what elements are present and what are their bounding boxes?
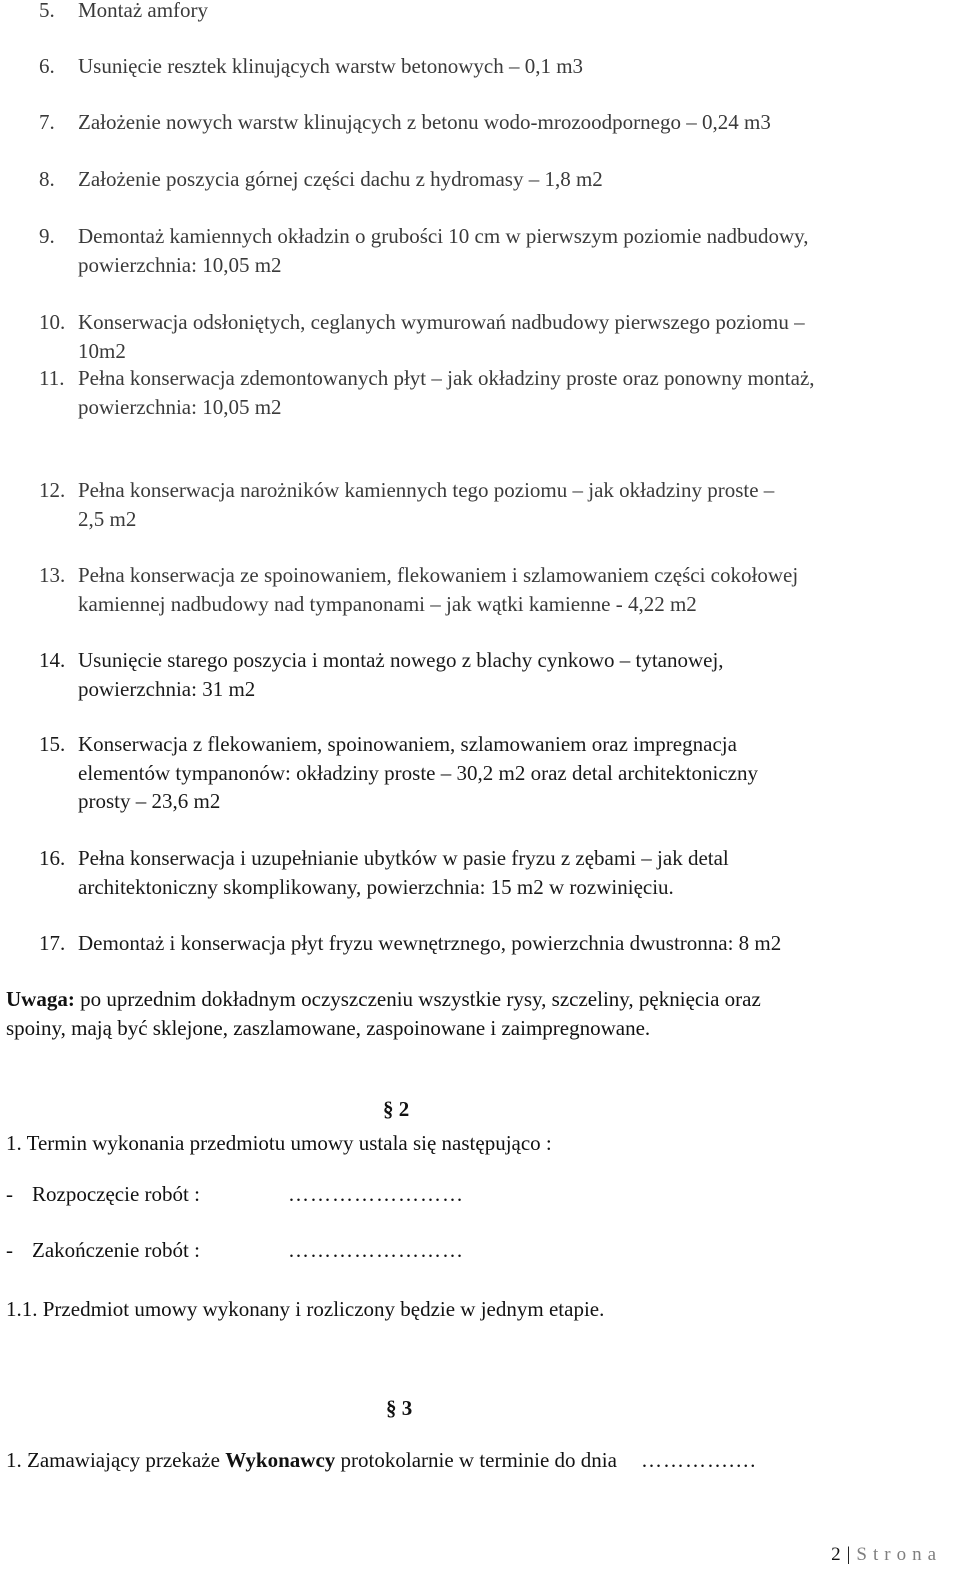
start-dash: - [6,1182,13,1206]
list-item-line: powierzchnia: 10,05 m2 [78,252,282,277]
note-paragraph [6,985,946,1042]
footer-separator: | [846,1544,851,1565]
list-item-line: Pełna konserwacja ze spoinowaniem, flekowaniem i szlamowaniem części cokołowej [78,563,799,587]
page-number: 2 [831,1544,841,1565]
handover-line [6,1446,757,1474]
list-item-line: architektoniczny skomplikowany, powierzchnia: 15 m2 w rozwinięciu. [78,874,674,899]
list-item-number: 10. [39,310,66,334]
list-item-line: Demontaż kamiennych okładzin o grubości 10 cm w pierwszym poziomie nadbudowy, [78,224,809,248]
list-item-line: kamiennej nadbudowy nad tympanonami – jak wątki kamienne - 4,22 m2 [78,591,697,616]
handover-contractor: Wykonawcy [225,1448,336,1472]
note-line-1 [6,985,946,1014]
list-item-text [78,561,938,618]
list-item-text [78,844,938,901]
list-item-number: 11. [39,366,65,390]
list-item-line: Usunięcie starego poszycia i montaż nowego z blachy cynkowo – tytanowej, [78,648,724,672]
list-item-line: Usunięcie resztek klinujących warstw betonowych – 0,1 m3 [78,54,584,78]
list-item-line: Założenie poszycia górnej części dachu z hydromasy – 1,8 m2 [78,167,603,191]
handover-text-before: 1. Zamawiający przekaże [6,1448,226,1472]
start-date-blank: …………………… [288,1182,464,1206]
list-item-number: 6. [39,54,55,78]
list-item-line: powierzchnia: 31 m2 [78,676,256,701]
list-item-text [78,308,938,365]
list-item-number: 12. [39,478,66,502]
list-item-number: 17. [39,931,66,955]
note-label: Uwaga: [6,987,75,1011]
list-item-line: Pełna konserwacja i uzupełnianie ubytków w pasie fryzu z zębami – jak detal [78,846,729,870]
list-item-number: 14. [39,648,66,672]
list-item-line: 2,5 m2 [78,506,137,531]
list-item-line: Demontaż i konserwacja płyt fryzu wewnętrznego, powierzchnia dwustronna: 8 m2 [78,931,782,955]
list-item-line: Montaż amfory [78,0,209,22]
list-item-line: powierzchnia: 10,05 m2 [78,394,282,419]
stage-line: 1.1. Przedmiot umowy wykonany i rozliczony będzie w jednym etapie. [6,1297,605,1321]
start-label: Rozpoczęcie robót : [32,1182,200,1206]
list-item-line: Konserwacja odsłoniętych, ceglanych wymurowań nadbudowy pierwszego poziomu – [78,310,805,334]
section-3-heading: § 3 [386,1396,413,1420]
list-item-text [78,165,938,194]
term-line: 1. Termin wykonania przedmiotu umowy ustala się następująco : [6,1131,552,1155]
end-date-blank: …………………… [288,1238,464,1262]
section-2-heading: § 2 [383,1097,410,1121]
list-item-number: 16. [39,846,66,870]
end-label: Zakończenie robót : [32,1238,200,1262]
list-item-number: 5. [39,0,55,22]
end-dash: - [6,1238,13,1262]
list-item-text [78,222,938,279]
list-item-line: Konserwacja z flekowaniem, spoinowaniem, szlamowaniem oraz impregnacja [78,732,737,756]
list-item-line: Pełna konserwacja zdemontowanych płyt – jak okładziny proste oraz ponowny montaż, [78,366,815,390]
list-item-text [78,476,938,533]
page-footer [831,1542,942,1568]
list-item-text [78,929,938,958]
list-item-number: 9. [39,224,55,248]
list-item-text [78,364,938,421]
list-item-number: 7. [39,110,55,134]
list-item-text [78,730,938,816]
list-item-text [78,108,938,137]
handover-text-after: protokolarnie w terminie do dnia [335,1448,617,1472]
list-item-number: 8. [39,167,55,191]
list-item-text [78,646,938,703]
list-item-line: Pełna konserwacja narożników kamiennych tego poziomu – jak okładziny proste – [78,478,775,502]
note-line-2: spoiny, mają być sklejone, zaszlamowane, zaspoinowane i zaimpregnowane. [6,1015,651,1040]
footer-page-word: Strona [856,1544,942,1565]
list-item-number: 13. [39,563,66,587]
list-item-line: prosty – 23,6 m2 [78,789,221,813]
list-item-number: 15. [39,732,66,756]
list-item-text [78,52,938,81]
list-item-text [78,0,938,25]
note-text-1: po uprzednim dokładnym oczyszczeniu wszystkie rysy, szczeliny, pęknięcia oraz [74,987,761,1011]
list-item-line: 10m2 [78,338,126,363]
list-item-line: elementów tympanonów: okładziny proste – 30,2 m2 oraz detal architektoniczny [78,760,758,785]
list-item-line: Założenie nowych warstw klinujących z betonu wodo-mrozoodpornego – 0,24 m3 [78,110,771,134]
handover-date-blank: ………….… [640,1448,758,1472]
